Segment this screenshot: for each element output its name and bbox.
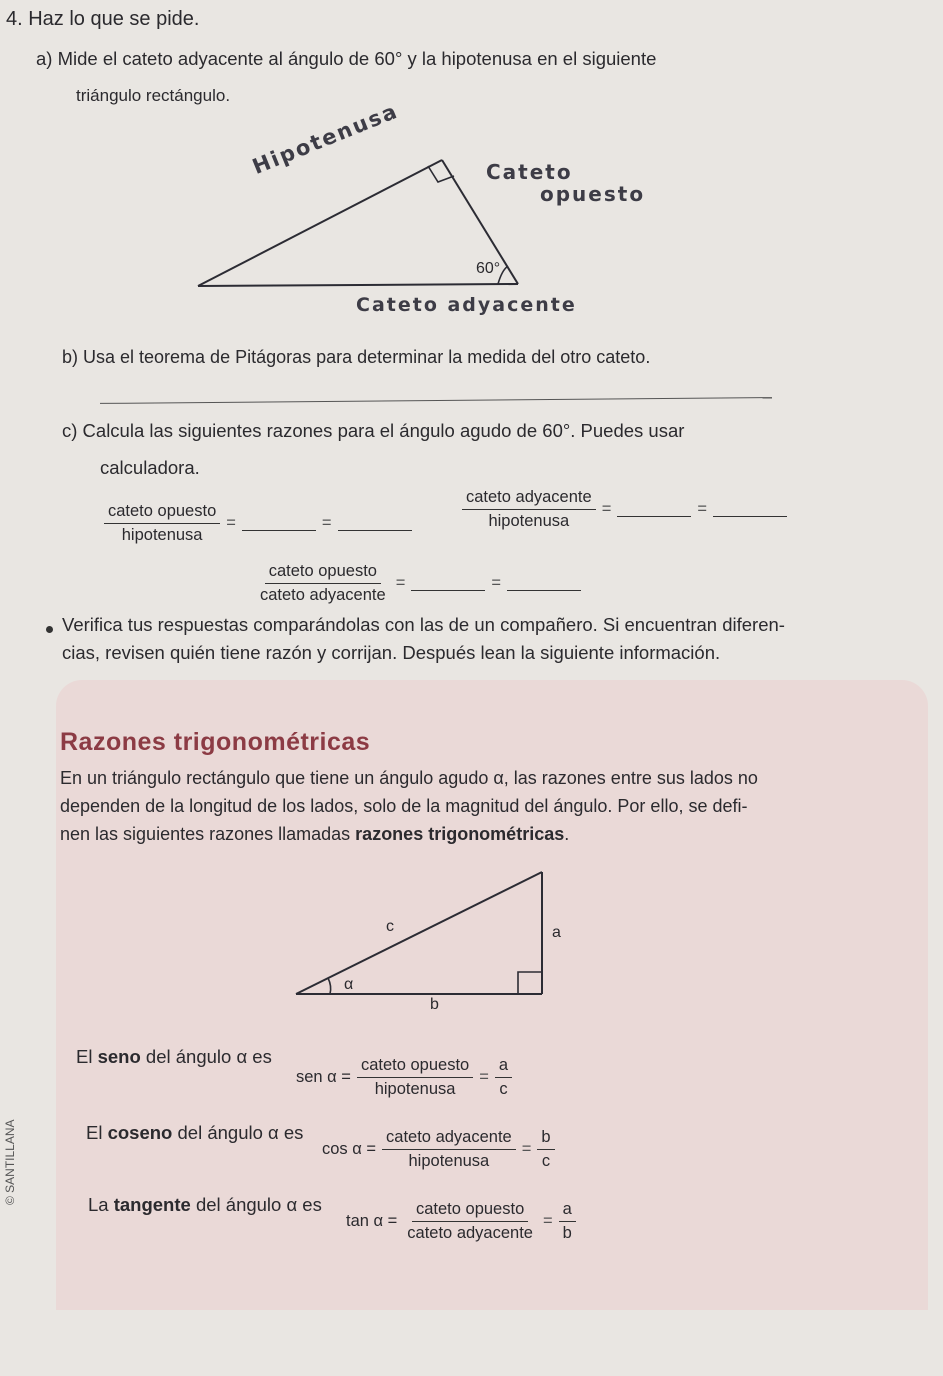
part-a-text-2: triángulo rectángulo. <box>76 86 231 105</box>
answer-blank[interactable] <box>617 502 691 517</box>
triangle-abc-diagram <box>290 866 560 1006</box>
ratio-2-numerator: cateto adyacente <box>462 488 596 510</box>
tangente-lhs: tan α = <box>346 1212 398 1230</box>
eq-sign: = <box>479 1068 489 1086</box>
tangente-ratio-num: a <box>559 1200 576 1222</box>
label-a: a <box>552 924 561 941</box>
eq-sign: = <box>542 1212 553 1230</box>
seno-intro <box>76 1046 272 1068</box>
coseno-ratio-den: c <box>541 1152 551 1170</box>
label-c: c <box>386 918 394 935</box>
seno-ratio-num: a <box>495 1056 512 1078</box>
ratio-opuesto-hipotenusa <box>104 502 412 545</box>
info-paragraph-3-bold: razones trigonométricas <box>355 824 565 844</box>
eq-sign: = <box>521 1140 532 1158</box>
eq-sign: = <box>395 574 406 592</box>
eq-sign: = <box>226 514 236 532</box>
info-paragraph-1: En un triángulo rectángulo que tiene un ángulo agudo α, las razones entre sus lados no <box>60 768 758 788</box>
coseno-intro-bold: coseno <box>107 1122 173 1143</box>
seno-lhs: sen α = <box>296 1068 351 1086</box>
handwritten-hipotenusa: Hipotenusa <box>249 98 402 179</box>
ratio-3-denominator: cateto adyacente <box>260 586 386 604</box>
publisher-copyright: © SANTILLANA <box>3 1119 17 1205</box>
info-paragraph-3 <box>60 824 569 845</box>
tangente-numerator: cateto opuesto <box>412 1200 528 1222</box>
tangente-intro-pre: La <box>88 1194 114 1215</box>
part-b-text: b) Usa el teorema de Pitágoras para determinar la medida del otro cateto. <box>62 347 651 367</box>
answer-blank[interactable] <box>507 576 581 591</box>
info-paragraph-3-plain: nen las siguientes razones llamadas <box>60 824 356 844</box>
answer-blank[interactable] <box>713 502 787 517</box>
tangente-intro-bold: tangente <box>113 1194 191 1215</box>
eq-sign: = <box>697 500 707 518</box>
seno-intro-bold: seno <box>97 1046 141 1067</box>
bullet-icon <box>46 626 53 633</box>
coseno-denominator: hipotenusa <box>408 1152 490 1170</box>
handwritten-cateto-adyacente: Cateto adyacente <box>356 294 577 316</box>
coseno-numerator: cateto adyacente <box>382 1128 516 1150</box>
label-alpha: α <box>344 976 354 993</box>
eq-sign: = <box>321 514 332 532</box>
answer-blank[interactable] <box>338 516 412 531</box>
coseno-intro-pre: El <box>86 1122 108 1143</box>
ratio-2-denominator: hipotenusa <box>488 512 570 530</box>
seno-numerator: cateto opuesto <box>357 1056 473 1078</box>
answer-blank[interactable] <box>242 516 316 531</box>
tangente-intro-post: del ángulo α es <box>190 1194 322 1215</box>
ratio-adyacente-hipotenusa <box>462 488 787 531</box>
seno-intro-pre: El <box>76 1046 98 1067</box>
coseno-ratio-num: b <box>537 1128 554 1150</box>
verify-text-2: cias, revisen quién tiene razón y corrijan. Después lean la siguiente información. <box>62 642 721 663</box>
coseno-intro <box>86 1122 303 1144</box>
tangente-denominator: cateto adyacente <box>407 1224 533 1242</box>
coseno-intro-post: del ángulo α es <box>172 1122 304 1143</box>
tangente-ratio-den: b <box>562 1224 572 1242</box>
part-c-text-1: c) Calcula las siguientes razones para el ángulo agudo de 60°. Puedes usar <box>62 420 685 441</box>
seno-intro-post: del ángulo α es <box>140 1046 272 1067</box>
info-paragraph-2: dependen de la longitud de los lados, solo de la magnitud del ángulo. Por ello, se defi- <box>60 796 748 816</box>
handwritten-cateto: Cateto <box>486 160 573 184</box>
answer-line-b <box>100 397 772 404</box>
ratio-1-denominator: hipotenusa <box>121 526 203 544</box>
ratio-3-numerator: cateto opuesto <box>265 562 381 584</box>
part-a-text-1: a) Mide el cateto adyacente al ángulo de 60° y la hipotenusa en el siguiente <box>36 48 657 69</box>
seno-formula <box>296 1056 512 1099</box>
seno-ratio-den: c <box>499 1080 508 1098</box>
info-paragraph-3-end: . <box>564 824 570 844</box>
answer-blank[interactable] <box>411 576 485 591</box>
ratio-opuesto-adyacente <box>256 562 581 605</box>
info-title: Razones trigonométricas <box>60 728 371 756</box>
eq-sign: = <box>601 500 612 518</box>
coseno-lhs: cos α = <box>322 1140 377 1158</box>
coseno-formula <box>322 1128 555 1171</box>
exercise-title: 4. Haz lo que se pide. <box>6 8 200 30</box>
label-b: b <box>430 996 439 1013</box>
tangente-intro <box>88 1194 322 1216</box>
eq-sign: = <box>491 574 501 592</box>
seno-denominator: hipotenusa <box>374 1080 456 1098</box>
angle-60-label: 60° <box>476 260 501 277</box>
tangente-formula <box>346 1200 576 1243</box>
handwritten-opuesto: opuesto <box>540 182 646 206</box>
ratio-1-numerator: cateto opuesto <box>104 502 220 524</box>
part-c-text-2: calculadora. <box>100 457 200 478</box>
verify-text-1: Verifica tus respuestas comparándolas con las de un compañero. Si encuentran diferen- <box>62 614 785 635</box>
